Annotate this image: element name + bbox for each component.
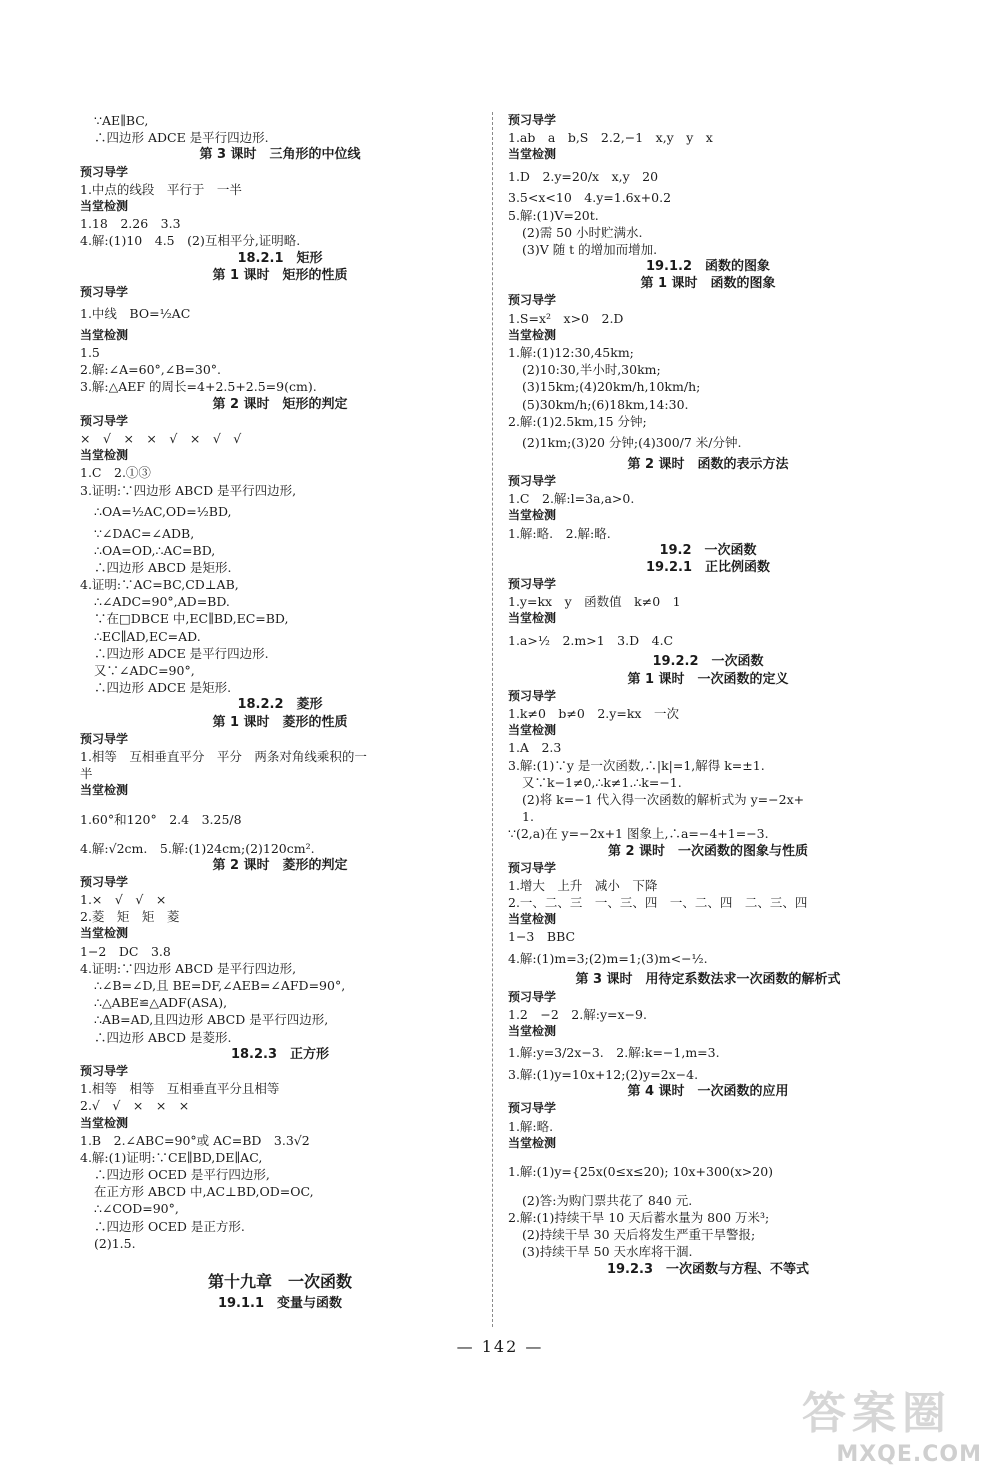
answer-line: 1.y=kx y 函数值 k≠0 1 [508, 594, 681, 610]
answer-line-indented: (2)10:30,半小时,30km; [522, 362, 661, 378]
section-label: 预习导学 [80, 1063, 129, 1078]
answer-line-indented: ∴四边形 ABCD 是矩形. [94, 559, 232, 575]
section-heading: 第 3 课时 三角形的中位线 [199, 147, 361, 163]
section-heading: 第 1 课时 函数的图象 [640, 276, 776, 292]
answer-line: 1.ab a b,S 2.2,−1 x,y y x [508, 130, 713, 146]
answer-line: 1.解:略. 2.解:略. [508, 525, 611, 541]
answer-line-indented: ∴EC∥AD,EC=AD. [94, 628, 201, 644]
section-heading: 19.2.2 一次函数 [652, 654, 764, 670]
answer-line-indented: 又∵k−1≠0,∴k≠1.∴k=−1. [522, 774, 682, 790]
section-label: 当堂检测 [508, 1024, 557, 1038]
section-heading: 18.2.2 菱形 [237, 697, 323, 713]
section-heading: 第 2 课时 矩形的判定 [212, 396, 348, 412]
answer-line: 1.相等 相等 互相垂直平分且相等 [80, 1081, 280, 1097]
answer-line: 1.相等 互相垂直平分 平分 两条对角线乘积的一 [80, 748, 367, 764]
answer-line: 2.一、二、三 一、三、四 一、二、四 二、三、四 [508, 895, 808, 911]
answer-line: 3.解:(1)y=10x+12;(2)y=2x−4. [508, 1066, 699, 1082]
answer-line-indented: (3)15km;(4)20km/h,10km/h; [522, 379, 701, 395]
section-heading: 19.2.3 一次函数与方程、不等式 [606, 1261, 810, 1277]
section-heading: 19.2 一次函数 [659, 542, 757, 558]
section-label: 预习导学 [508, 688, 557, 703]
section-label: 当堂检测 [80, 926, 129, 941]
section-label: 预习导学 [508, 989, 557, 1004]
section-label: 当堂检测 [508, 1135, 557, 1150]
answer-line: 1.增大 上升 减小 下降 [508, 877, 658, 893]
blank-line [80, 1252, 480, 1269]
answer-line-indented: ∴∠ADC=90°,AD=BD. [94, 594, 230, 610]
section-label: 预习导学 [508, 473, 557, 488]
answer-line: 4.证明:∵AC=BC,CD⊥AB, [80, 577, 239, 593]
answer-line-indented: (3)持续干旱 50 天水库将干涸. [522, 1244, 693, 1260]
answer-line: 1.中线 BO=½AC [80, 306, 191, 322]
answer-line-indented: ∴四边形 OCED 是平行四边形, [94, 1167, 270, 1183]
answer-line: 1−3 BBC [508, 929, 576, 945]
answer-line: 1.A 2.3 [508, 740, 562, 756]
answer-line-indented: (5)30km/h;(6)18km,14:30. [522, 396, 689, 412]
answer-line: 1.C 2.①③ [80, 465, 151, 481]
answer-line-indented: ∴OA=½AC,OD=½BD, [94, 503, 232, 519]
section-heading: 第 1 课时 矩形的性质 [212, 267, 348, 283]
section-label: 预习导学 [80, 874, 129, 889]
answer-line: 4.解:(1)10 4.5 (2)互相平分,证明略. [80, 233, 301, 249]
answer-line-indented: 又∵∠ADC=90°, [94, 663, 195, 679]
section-label: 当堂检测 [508, 147, 557, 162]
section-label: 预习导学 [508, 1101, 557, 1116]
section-label: 预习导学 [80, 413, 129, 428]
section-heading: 19.1.1 变量与函数 [217, 1296, 343, 1312]
section-heading: 第 1 课时 菱形的性质 [212, 714, 348, 730]
answer-line: 1.B 2.∠ABC=90°或 AC=BD 3.3√2 [80, 1132, 310, 1148]
section-label: 当堂检测 [508, 912, 557, 927]
answer-line: 1.解:(1)y={25x(0≤x≤20); 10x+300(x>20) [508, 1163, 774, 1179]
answer-line-indented: (2)将 k=−1 代入得一次函数的解析式为 y=−2x+ [522, 791, 805, 807]
answer-line: 3.证明:∵四边形 ABCD 是平行四边形, [80, 482, 297, 498]
answer-line: 4.证明:∵四边形 ABCD 是平行四边形, [80, 960, 297, 976]
answer-line-indented: ∴四边形 ABCD 是菱形. [94, 1029, 232, 1045]
answer-line: 4.解:(1)m=3;(2)m=1;(3)m<−½. [508, 950, 708, 966]
section-label: 预习导学 [508, 860, 557, 875]
section-heading: 19.2.1 正比例函数 [645, 559, 771, 575]
section-heading: 18.2.3 正方形 [230, 1046, 330, 1062]
answer-line: 1.2 −2 2.解:y=x−9. [508, 1006, 647, 1022]
answer-line: 1.× √ √ × [80, 892, 167, 908]
section-label: 当堂检测 [80, 198, 129, 213]
section-heading: 第 2 课时 函数的表示方法 [627, 456, 789, 472]
watermark-logo: 答案圈 [802, 1388, 952, 1439]
section-label: 当堂检测 [80, 327, 129, 342]
answer-line-indented: (2)持续干旱 30 天后将发生严重干旱警报; [522, 1227, 756, 1243]
answer-line: 1−2 DC 3.8 [80, 943, 171, 959]
answer-line: 1.解:y=3/2x−3. 2.解:k=−1,m=3. [508, 1045, 720, 1061]
left-column [80, 112, 480, 1312]
section-label: 当堂检测 [508, 508, 557, 523]
chapter-heading: 第十九章 一次函数 [207, 1272, 352, 1292]
answer-line-indented: ∴OA=OD,∴AC=BD, [94, 542, 216, 558]
column-divider [492, 112, 493, 1327]
answer-line-indented: ∵AE∥BC, [94, 113, 149, 128]
answer-line: 3.解:△AEF 的周长=4+2.5+2.5=9(cm). [80, 379, 317, 395]
answer-line: 5.解:(1)V=20t. [508, 207, 599, 223]
section-heading: 第 3 课时 用待定系数法求一次函数的解析式 [575, 972, 841, 988]
right-column [508, 112, 908, 1278]
answer-line-indented: ∴AB=AD,且四边形 ABCD 是平行四边形, [94, 1012, 329, 1028]
answer-line: 1.a>½ 2.m>1 3.D 4.C [508, 632, 674, 648]
answer-line: 1.5 [80, 345, 100, 361]
answer-line: 2.菱 矩 矩 菱 [80, 909, 180, 925]
answer-line: 1.中点的线段 平行于 一半 [80, 181, 242, 197]
answer-line-indented: ∵在□DBCE 中,EC∥BD,EC=BD, [94, 611, 289, 627]
section-heading: 第 1 课时 一次函数的定义 [627, 671, 789, 687]
answer-line-indented: 在正方形 ABCD 中,AC⊥BD,OD=OC, [94, 1184, 314, 1200]
section-label: 当堂检测 [508, 611, 557, 626]
answer-line: 2.√ √ × × × [80, 1098, 190, 1114]
page-number: — 142 — [456, 1337, 544, 1356]
answer-line-indented: ∴四边形 ADCE 是平行四边形. [94, 645, 269, 661]
answer-line: 1.D 2.y=20/x x,y 20 [508, 168, 659, 184]
answer-line: 4.解:√2cm. 5.解:(1)24cm;(2)120cm². [80, 840, 315, 856]
answer-line: 1.解:(1)12:30,45km; [508, 345, 634, 361]
answer-line-indented: ∴△ABE≌△ADF(ASA), [94, 995, 228, 1011]
answer-line: 2.解:(1)2.5km,15 分钟; [508, 413, 647, 429]
section-label: 当堂检测 [508, 723, 557, 738]
section-label: 当堂检测 [80, 448, 129, 463]
answer-line-indented: ∵∠DAC=∠ADB, [94, 525, 195, 541]
section-label: 预习导学 [508, 293, 557, 308]
section-heading: 第 4 课时 一次函数的应用 [627, 1084, 789, 1100]
section-label: 当堂检测 [508, 327, 557, 342]
answer-line-indented: (3)V 随 t 的增加而增加. [522, 241, 658, 257]
section-label: 预习导学 [508, 577, 557, 592]
answer-line: 4.解:(1)证明:∵CE∥BD,DE∥AC, [80, 1149, 263, 1165]
section-heading: 19.1.2 函数的图象 [645, 259, 771, 275]
section-label: 当堂检测 [80, 783, 129, 798]
answer-line-indented: (2)需 50 小时贮满水. [522, 224, 643, 240]
section-label: 当堂检测 [80, 1115, 129, 1130]
answer-line-indented: 1. [522, 809, 534, 825]
answer-line: 1.解:略. [508, 1118, 554, 1134]
answer-line: 半 [80, 766, 93, 782]
answer-line: 1.S=x² x>0 2.D [508, 310, 624, 326]
section-heading: 第 2 课时 菱形的判定 [212, 857, 348, 873]
answer-line-indented: (2)1.5. [94, 1235, 136, 1251]
answer-line-indented: ∴四边形 ADCE 是平行四边形. [94, 130, 269, 146]
answer-line: 1.60°和120° 2.4 3.25/8 [80, 811, 242, 827]
section-label: 预习导学 [80, 284, 129, 299]
answer-line: 1.18 2.26 3.3 [80, 216, 181, 232]
section-label: 预习导学 [508, 113, 557, 127]
answer-line: ∵(2,a)在 y=−2x+1 图象上,∴a=−4+1=−3. [508, 826, 769, 842]
answer-line: 2.解:(1)持续干旱 10 天后蓄水量为 800 万米³; [508, 1210, 770, 1226]
answer-line-indented: (2)1km;(3)20 分钟;(4)300/7 米/分钟. [522, 434, 742, 450]
answer-line: 1.k≠0 b≠0 2.y=kx 一次 [508, 706, 679, 722]
section-label: 预习导学 [80, 731, 129, 746]
watermark-text: MXQE.COM [836, 1442, 982, 1467]
answer-line-indented: ∴∠B=∠D,且 BE=DF,∠AEB=∠AFD=90°, [94, 978, 346, 994]
answer-line-indented: ∴四边形 ADCE 是矩形. [94, 680, 232, 696]
answer-line-indented: (2)答:为购门票共花了 840 元. [522, 1192, 693, 1208]
answer-line: 2.解:∠A=60°,∠B=30°. [80, 362, 222, 378]
answer-line: 3.解:(1)∵y 是一次函数,∴|k|=1,解得 k=±1. [508, 757, 765, 773]
answer-line: 3.5<x<10 4.y=1.6x+0.2 [508, 190, 672, 206]
answer-line: × √ × × √ × √ √ [80, 430, 242, 446]
section-heading: 第 2 课时 一次函数的图象与性质 [607, 843, 809, 859]
answer-line: 1.C 2.解:l=3a,a>0. [508, 491, 635, 507]
answer-line-indented: ∴∠COD=90°, [94, 1201, 179, 1217]
section-heading: 18.2.1 矩形 [237, 250, 323, 266]
section-label: 预习导学 [80, 164, 129, 179]
answer-line-indented: ∴四边形 OCED 是正方形. [94, 1218, 245, 1234]
